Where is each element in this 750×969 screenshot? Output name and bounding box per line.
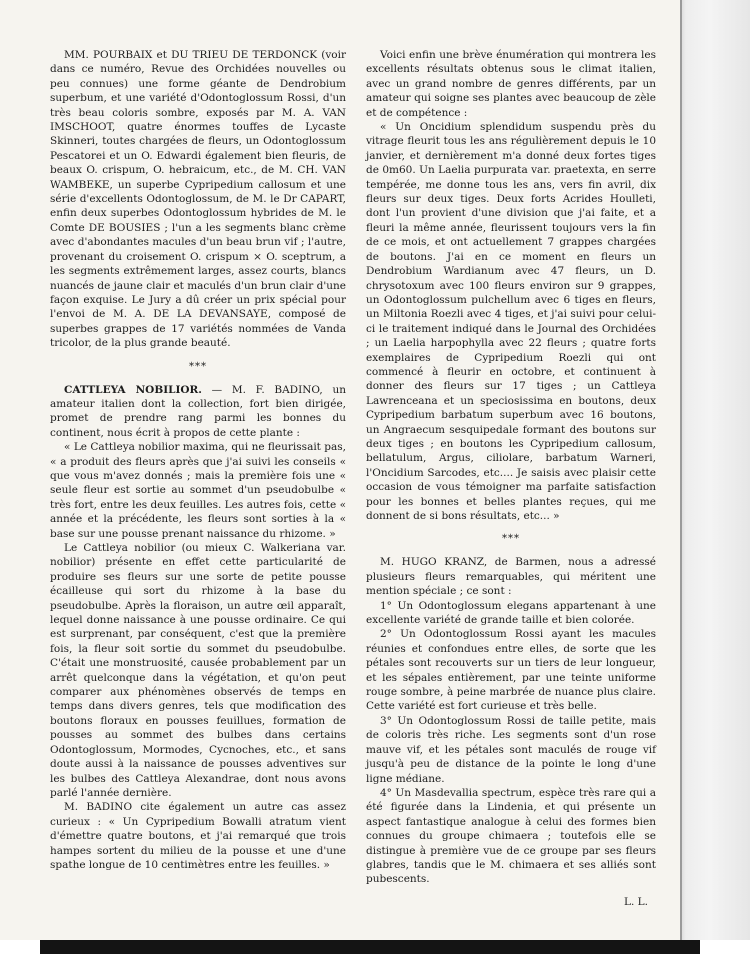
paragraph-enumeration-intro: Voici enfin une brève énumération qui montrera les excellents résultats obtenus sous le climat italien, avec un grand nombre de genres différents, par un amateur qui soigne ses plantes avec beaucoup de zèle et de compétence : — [366, 49, 656, 119]
author-signature: L. L. — [624, 895, 648, 908]
scan-bottom-border — [40, 940, 700, 954]
quote-italian-results: « Un Oncidium splendidum suspendu près du vitrage fleurit tous les ans régulièrement depuis le 10 janvier, et dernièrement m'a donné deux fortes tiges de 0m60. Un Laelia purpurata var. praetexta, en serre tempérée, me donne tous les ans, vers fin avril, dix fleurs sur deux tiges. Deux forts Acrides Houlleti, dont l'un provient d'une division que j'ai faite, et a fleuri la même année, fleurissent toujours vers la fin de ce mois, et ont actuellement 7 grappes chargées de boutons. J'ai en ce moment en fleurs un Dendrobium Wardianum avec 47 fleurs, un D. chrysotoxum avec 100 fleurs environ sur 9 grappes, un Odontoglossum pulchellum avec 6 tiges en fleurs, un Miltonia Roezli avec 4 tiges, et j'ai suivi pour celui-ci le traitement indiqué dans le Journal des Orchidées ; un Laelia harpophylla avec 22 fleurs ; quatre forts exemplaires de Cypripedium Roezli qui ont commencé à fleurir en octobre, et continuent à donner des fleurs sur 17 tiges ; un Cattleya Lawrenceana et un speciosissima en boutons, deux Cypripedium barbatum superbum avec 16 boutons, un Angraecum sesquipedale formant des boutons sur deux tiges ; en boutons les Cypripedium callosum, bellatulum, Argus, ciliolare, barbatum Warneri, l'Oncidium Sarcodes, etc.... Je saisis avec plaisir cette occasion de vous témoigner ma parfaite satisfaction pour les bonnes et belles plantes reçues, qui me donnent de si bons résultats, etc... » — [366, 121, 656, 522]
list-item-1: 1° Un Odontoglossum elegans appartenant à une excellente variété de grande taille et bien colorée. — [366, 599, 656, 627]
paragraph-cattleya-notes: Le Cattleya nobilior (ou mieux C. Walkeriana var. nobilior) présente en effet cette particularité de produire ses fleurs sur une sorte de petite pousse écailleuse qui sort du rhizome à la base du pseudobulbe. Après la floraison, un autre œil apparaît, lequel donne naissance à une pousse ordinaire. Ce qui est surprenant, par conséquent, c'est que la première fois, la fleur soit sortie du sommet du pseudobulbe. C'était une monstruosité, causée probablement par un arrêt quelconque dans la végétation, et qu'on peut comparer aux phénomènes observés de temps en temps dans divers genres, tels que modification des boutons floraux en pousses feuillues, formation de pousses au sommet des bulbes dans certains Odontoglossum, Mormodes, Cycnoches, etc., et sans doute aussi à la naissance de pousses adventives sur les bulbes des Cattleya Alexandrae, dont nous avons parlé l'année dernière. — [50, 542, 346, 799]
paragraph-kranz-intro: M. HUGO KRANZ, de Barmen, nous a adressé plusieurs fleurs remarquables, qui méritent une mention spéciale ; ce sont : — [366, 556, 656, 598]
section-separator: ⁎⁎⁎ — [189, 357, 207, 369]
right-column — [366, 48, 656, 909]
page-edge-line — [680, 0, 682, 940]
left-column — [50, 48, 346, 872]
paragraph-cypripedium: M. BADINO cite également un autre cas assez curieux : « Un Cypripedium Bowalli atratum vient d'émettre quatre boutons, et j'ai remarqué que trois hampes sortent du milieu de la pousse et une d'une spathe longue de 10 centimètres entre les feuilles. » — [50, 801, 346, 871]
list-item-2: 2° Un Odontoglossum Rossi ayant les macules réunies et confondues entre elles, de sorte que les pétales sont recouverts sur un tiers de leur longueur, et les sépales entièrement, par une teinte uniforme rouge sombre, à peine marbrée de nuance plus claire. Cette variété est fort curieuse et très belle. — [366, 628, 656, 713]
paragraph-exhibitors: MM. POURBAIX et DU TRIEU DE TERDONCK (voir dans ce numéro, Revue des Orchidées nouvelles ou peu connues) une forme géante de Dendrobium superbum, et une variété d'Odontoglossum Rossi, d'un très beau coloris sombre, exposés par M. A. VAN IMSCHOOT, quatre énormes touffes de Lycaste Skinneri, toutes chargées de fleurs, un Odontoglossum Pescatorei et un O. Edwardi également bien fleuris, de beaux O. crispum, O. hebraicum, etc., de M. CH. VAN WAMBEKE, un superbe Cypripedium callosum et une série d'excellents Odontoglossum, de M. le Dr CAPART, enfin deux superbes Odontoglossum hybrides de M. le Comte DE BOUSIES ; l'un a les segments blanc crème avec d'abondantes macules d'un beau brun vif ; l'autre, provenant du croisement O. crispum × O. sceptrum, a les segments extrêmement larges, assez courts, blancs nuancés de jaune clair et maculés d'un brun clair d'une façon exquise. Le Jury a dû créer un prix spécial pour l'envoi de M. A. DE LA DEVANSAYE, composé de superbes grappes de 17 variétés nommées de Vanda tricolor, de la plus grande beauté. — [50, 49, 347, 350]
page-edge-shadow — [680, 0, 750, 940]
list-item-3: 3° Un Odontoglossum Rossi de taille petite, mais de coloris très riche. Les segments sont d'un rose mauve vif, et les pétales sont maculés de rouge vif jusqu'à peu de distance de la pointe le long d'une ligne médiane. — [366, 714, 656, 785]
quote-badino: « Le Cattleya nobilior maxima, qui ne fleurissait pas, « a produit des fleurs après que j'ai suivi les conseils « que vous m'avez donnés ; mais la première fois une « seule fleur est sortie au sommet d'un pseudobulbe « très fort, entre les deux feuilles. Les autres fois, cette « année et la précédente, les fleurs sont sorties à la « base sur une pousse prenant naissance du rhizome. » — [50, 441, 346, 540]
section-heading: CATTLEYA NOBILIOR. — [64, 383, 202, 396]
section-separator-2: ⁎⁎⁎ — [502, 530, 520, 542]
list-item-4: 4° Un Masdevallia spectrum, espèce très rare qui a été figurée dans la Lindenia, et qui présente un aspect fantastique analogue à celui des formes bien connues du groupe chimaera ; toutefois elle se distingue à première vue de ce groupe par ses fleurs glabres, tandis que le M. chimaera et ses alliés sont pubescents. — [366, 786, 656, 886]
paragraph-cattleya-intro: CATTLEYA NOBILIOR. — M. F. BADINO, un amateur italien dont la collection, fort bien dirigée, promet de prendre rang parmi les bonnes du continent, nous écrit à propos de cette plante : — [50, 383, 346, 439]
